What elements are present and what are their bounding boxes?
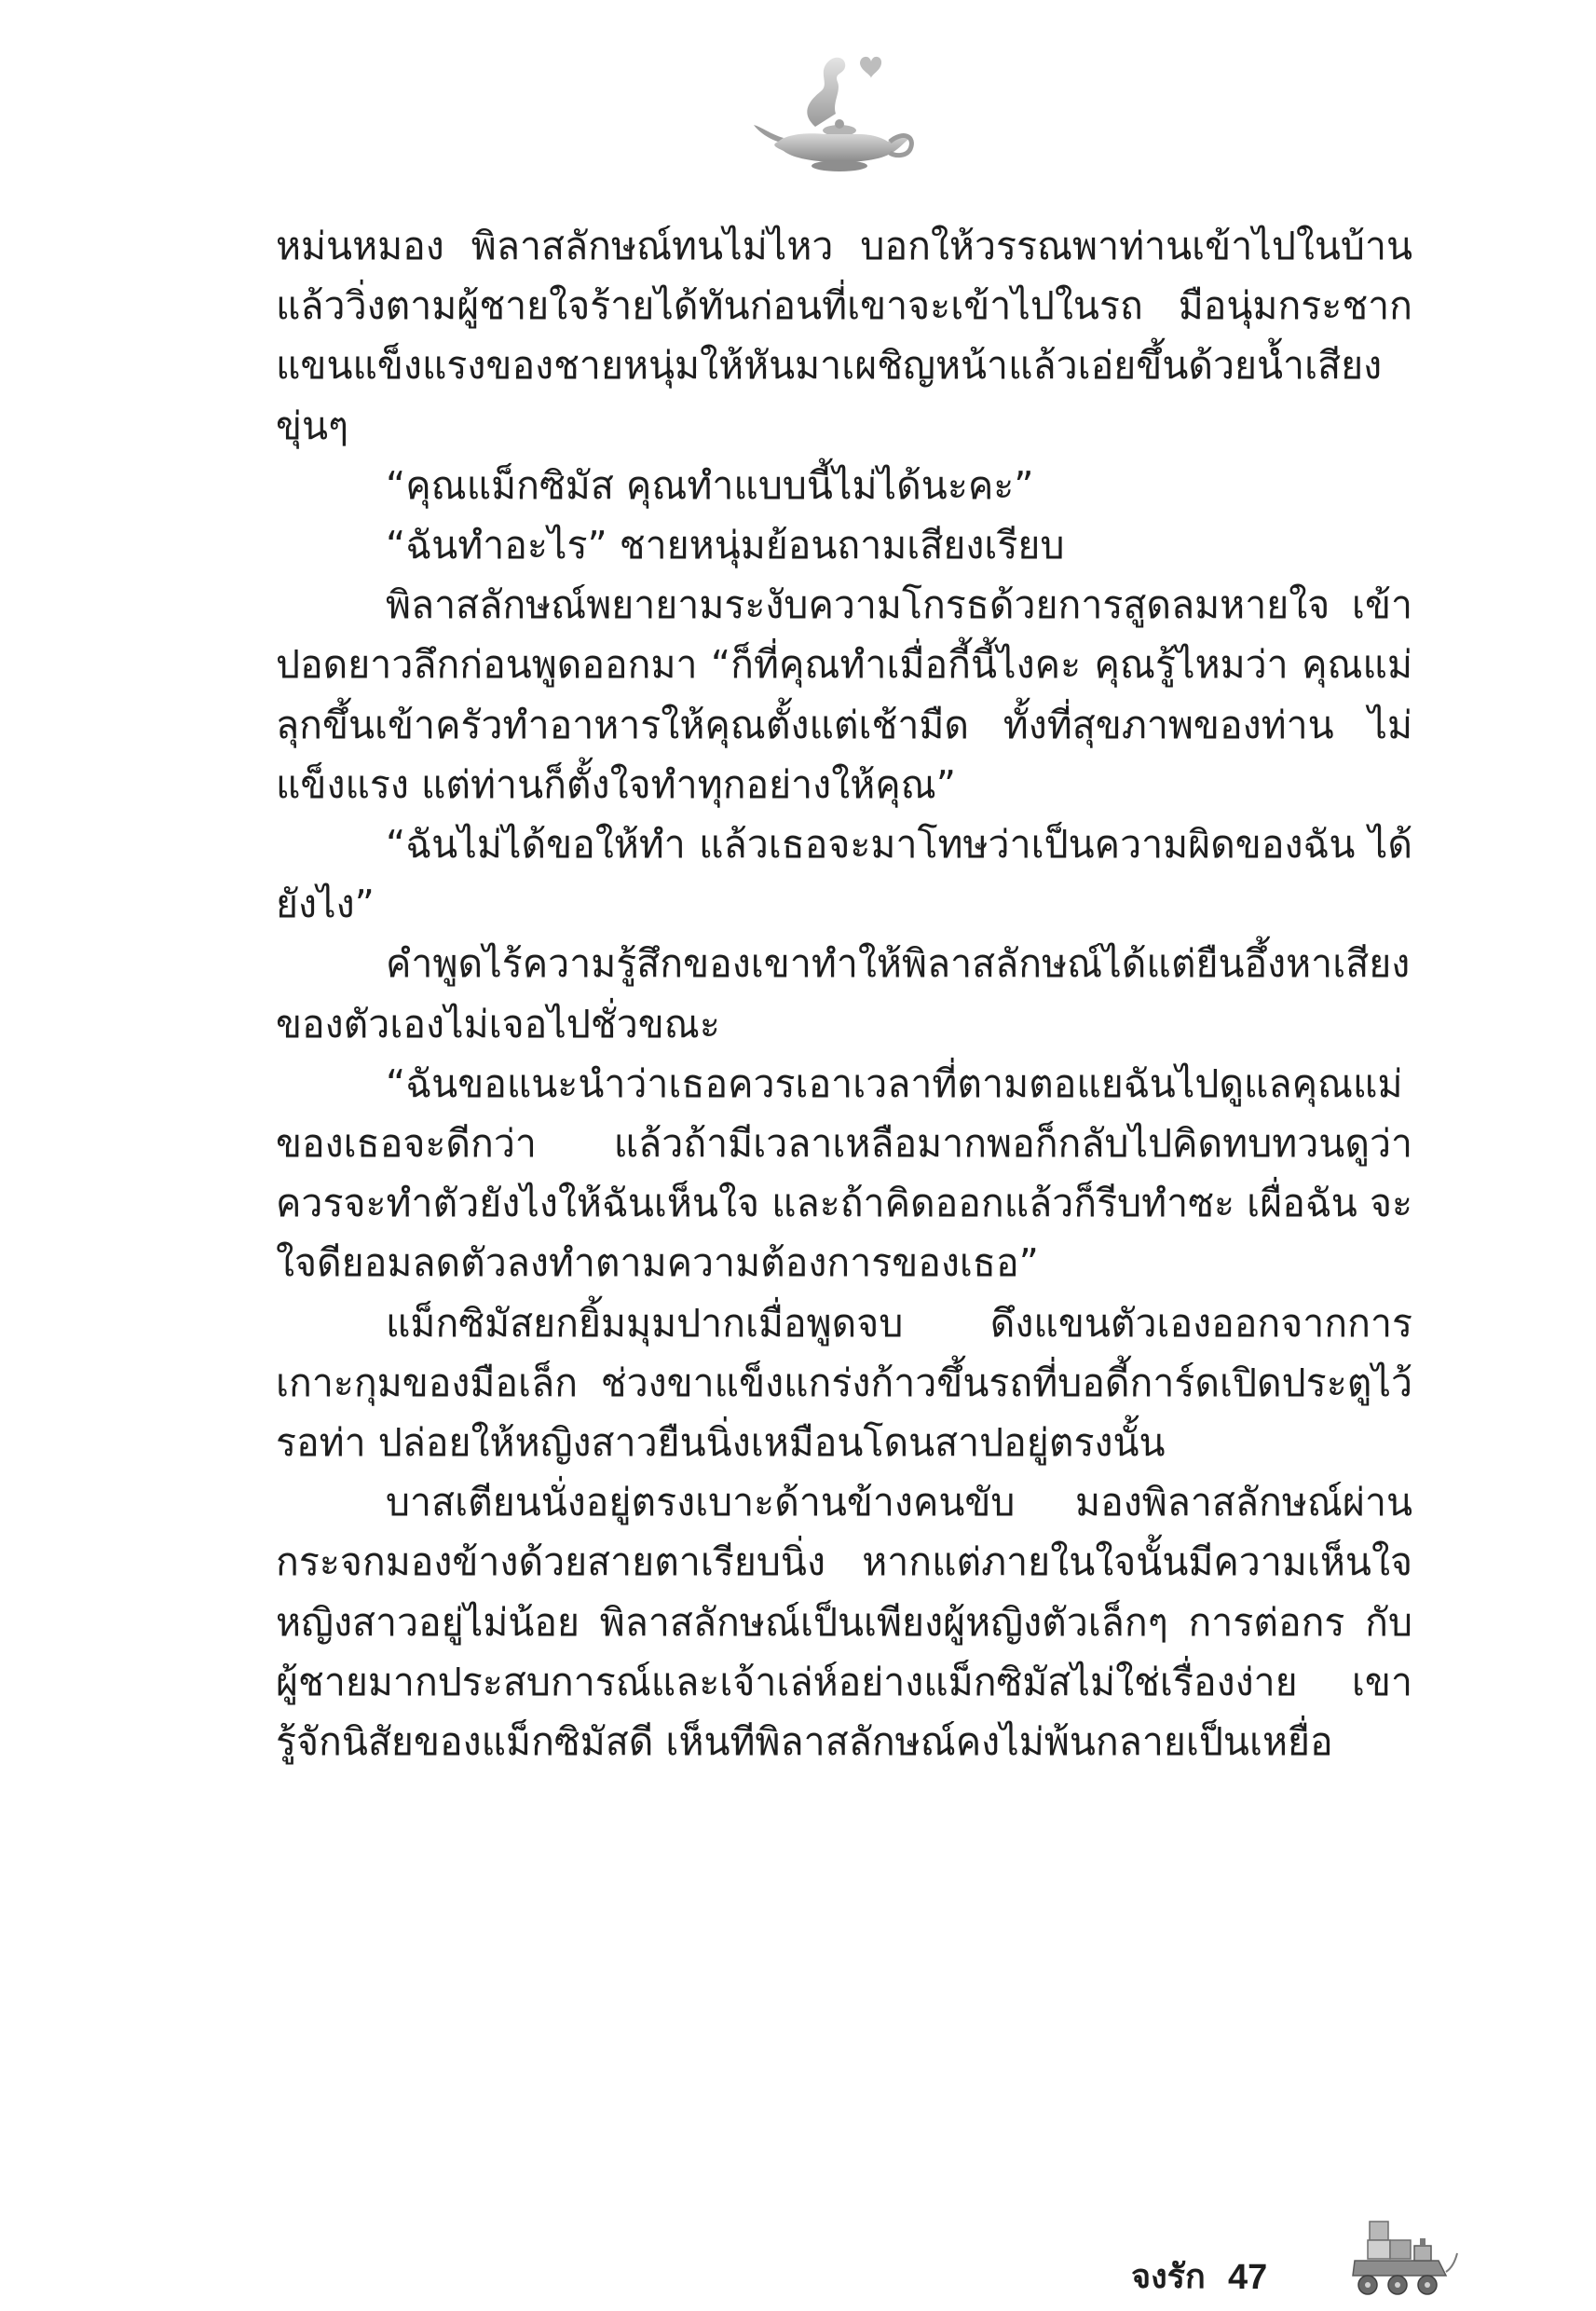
page-number: 47 [1228, 2258, 1268, 2297]
paragraph: แม็กซิมัสยกยิ้มมุมปากเมื่อพูดจบ ดึงแขนตัวเองออกจากการ เกาะกุมของมือเล็ก ช่วงขาแข็งแกร่งก้าวขึ้นรถที่บอดี้การ์ดเปิดประตูไว้ รอท่า ปล่อยให้หญิงสาวยืนนิ่งเหมือนโดนสาปอยู่ตรงนั้น [276, 1300, 1412, 1466]
page-footer [1131, 2255, 1522, 2300]
paragraph: คำพูดไร้ความรู้สึกของเขาทำให้พิลาสลักษณ์ได้แต่ยืนอึ้งหาเสียง ของตัวเองไม่เจอไปชั่วขณะ [276, 941, 1411, 1046]
paragraph: บาสเตียนนั่งอยู่ตรงเบาะด้านข้างคนขับ มองพิลาสลักษณ์ผ่าน กระจกมองข้างด้วยสายตาเรียบนิ่ง หากแต่ภายในใจนั้นมีความเห็นใจ หญิงสาวอยู่ไม่น้อย พิลาสลักษณ์เป็นเพียงผู้หญิงตัวเล็กๆ การต่อกร กับผู้ชายมากประสบการณ์และเจ้าเล่ห์อย่างแม็กซิมัสไม่ใช่เรื่องง่าย เขา รู้จักนิสัยของแม็กซิมัสดี เห็นทีพิลาสลักษณ์คงไม่พ้นกลายเป็นเหยื่อ [276, 1480, 1412, 1765]
paragraph: “ฉันขอแนะนำว่าเธอควรเอาเวลาที่ตามตอแยฉันไปดูแลคุณแม่ ของเธอจะดีกว่า แล้วถ้ามีเวลาเหลือมากพอก็กลับไปคิดทบทวนดูว่า ควรจะทำตัวยังไงให้ฉันเห็นใจ และถ้าคิดออกแล้วก็รีบทำซะ เผื่อฉัน จะใจดียอมลดตัวลงทำตามความต้องการของเธอ” [276, 1060, 1412, 1286]
paragraph: หม่นหมอง พิลาสลักษณ์ทนไม่ไหว บอกให้วรรณพาท่านเข้าไปในบ้าน แล้ววิ่งตามผู้ชายใจร้ายได้ทันก่อนที่เขาจะเข้าไปในรถ มือนุ่มกระชาก แขนแข็งแรงของชายหนุ่มให้หันมาเผชิญหน้าแล้วเอ่ยขึ้นด้วยน้ำเสียง ขุ่นๆ [276, 224, 1412, 448]
book-title: จงรัก [1131, 2258, 1206, 2296]
paragraph: “ฉันไม่ได้ขอให้ทำ แล้วเธอจะมาโทษว่าเป็นความผิดของฉัน ได้ยังไง” [276, 822, 1412, 927]
paragraph: “ฉันทำอะไร” ชายหนุ่มย้อนถามเสียงเรียบ [386, 523, 1065, 568]
genie-lamp-icon [750, 45, 918, 175]
paragraph: พิลาสลักษณ์พยายามระงับความโกรธด้วยการสูดลมหายใจ เข้าปอดยาวลึกก่อนพูดออกมา “ก็ที่คุณทำเมื่อกี้นี้ไงคะ คุณรู้ไหมว่า คุณแม่ลุกขึ้นเข้าครัวทำอาหารให้คุณตั้งแต่เช้ามืด ทั้งที่สุขภาพของท่าน ไม่แข็งแรง แต่ท่านก็ตั้งใจทำทุกอย่างให้คุณ” [276, 582, 1412, 807]
body-text [276, 216, 1412, 1771]
paragraph: “คุณแม็กซิมัส คุณทำแบบนี้ไม่ได้นะคะ” [386, 462, 1034, 508]
toy-train-icon [1349, 2214, 1459, 2304]
